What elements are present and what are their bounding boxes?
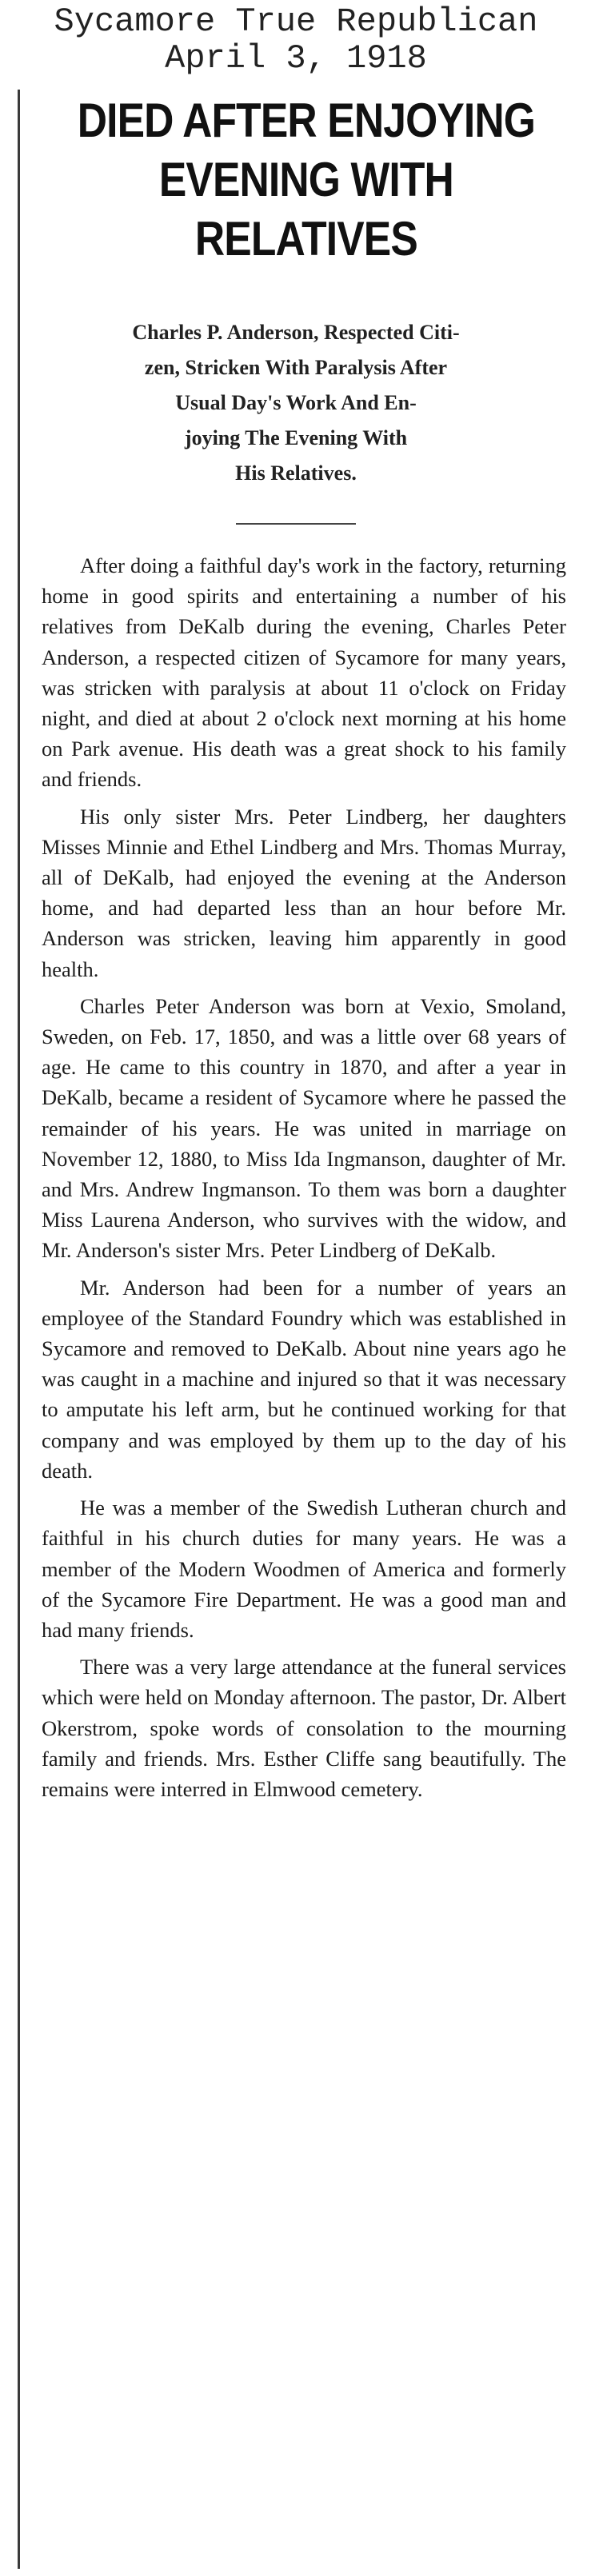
masthead: [18, 0, 574, 77]
deck-line-5: His Relatives.: [235, 461, 357, 485]
article-paragraph: Mr. Anderson had been for a number of years an employee of the Standard Foundry which was established in Sycamore and removed to DeKalb. About nine years ago he was caught in a machine and injured so that it was necessary to amputate his left arm, but he continued working for that company and was employed by them up to the day of his death.: [42, 1275, 566, 1483]
deck-line-1: Charles P. Anderson, Respected Citi-: [132, 321, 460, 344]
deck-line-3: Usual Day's Work And En-: [175, 391, 417, 414]
article-body: [18, 550, 574, 1804]
section-divider: [236, 523, 356, 525]
article-paragraph: After doing a faithful day's work in the factory, returning home in good spirits and entertaining a number of his relatives from DeKalb during the evening, Charles Peter Anderson, a respected citizen of Sycamore for many years, was stricken with paralysis at about 11 o'clock on Friday night, and died at about 2 o'clock next morning at his home on Park avenue. His death was a great shock to his family and friends.: [42, 553, 566, 792]
article-paragraph: Charles Peter Anderson was born at Vexio, Smoland, Sweden, on Feb. 17, 1850, and was a little over 68 years of age. He came to this country in 1870, and after a year in DeKalb, became a resident of Sycamore where he passed the remainder of his years. He was united in marriage on November 12, 1880, to Miss Ida Ingmanson, daughter of Mr. and Mrs. Andrew Ingmanson. To them was born a daughter Miss Laurena Anderson, who survives with the widow, and Mr. Anderson's sister Mrs. Peter Lindberg of DeKalb.: [42, 993, 566, 1263]
headline-line-1: DIED AFTER ENJOYING: [77, 94, 536, 147]
article-paragraph: There was a very large attendance at the funeral services which were held on Monday afternoon. The pastor, Dr. Albert Okerstrom, spoke words of consolation to the mourning family and friends. Mrs. Esther Cliffe sang beautifully. The remains were interred in Elmwood cemetery.: [42, 1655, 566, 1801]
publication-date: April 3, 1918: [165, 39, 427, 78]
article-paragraph: He was a member of the Swedish Lutheran church and faithful in his church duties for many years. He was a member of the Modern Woodmen of America and formerly of the Sycamore Fire Department. He was a good man and had many friends.: [42, 1496, 566, 1642]
deck-line-4: joying The Evening With: [184, 426, 408, 449]
newspaper-name: Sycamore True Republican: [54, 2, 538, 41]
headline: [57, 91, 536, 269]
deck-line-2: zen, Stricken With Paralysis After: [144, 356, 448, 379]
subheadline-deck: [72, 315, 520, 491]
headline-line-2: EVENING WITH RELATIVES: [158, 153, 453, 266]
article-paragraph: His only sister Mrs. Peter Lindberg, her daughters Misses Minnie and Ethel Lindberg and Mrs. Thomas Murray, all of DeKalb, had enjoyed the evening at the Anderson home, and had departed less than an hour before Mr. Anderson was stricken, leaving him apparently in good health.: [42, 804, 566, 981]
column-rule: [18, 90, 20, 2569]
